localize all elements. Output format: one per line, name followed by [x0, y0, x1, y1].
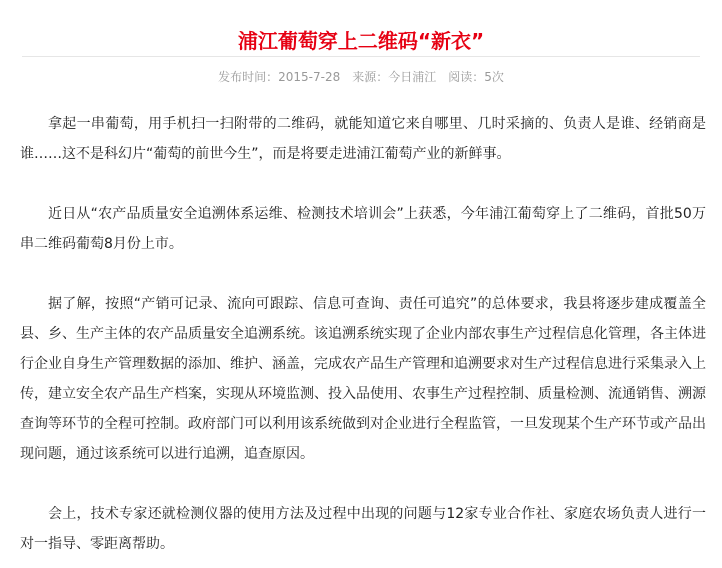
source-link[interactable]: 今日浦江: [388, 70, 437, 84]
paragraph-intro: 拿起一串葡萄，用手机扫一扫附带的二维码，就能知道它来自哪里、几时采摘的、负责人是谁、经销商是谁……这不是科幻片“葡萄的前世今生”，而是将要走进浦江葡萄产业的新鲜事。: [20, 116, 706, 162]
paragraph-training: 会上，技术专家还就检测仪器的使用方法及过程中出现的问题与12家专业合作社、家庭农场负责人进行一对一指导、零距离帮助。: [20, 506, 706, 552]
title-divider: [22, 56, 700, 57]
article-title: 浦江葡萄穿上二维码“新衣”: [237, 29, 485, 54]
article-body: [20, 109, 706, 559]
paragraph-announcement: 近日从“农产品质量安全追溯体系运维、检测技术培训会”上获悉，今年浦江葡萄穿上了二维码，首批50万串二维码葡萄8月份上市。: [20, 206, 706, 252]
read-count: 5次: [484, 70, 504, 84]
paragraph-details: 据了解，按照“产销可记录、流向可跟踪、信息可查询、责任可追究”的总体要求，我县将逐步建成覆盖全县、乡、生产主体的农产品质量安全追溯系统。该追溯系统实现了企业内部农事生产过程信息化管理，各主体进行企业自身生产管理数据的添加、维护、涵盖，完成农产品生产管理和追溯要求对生产过程信息进行采集录入上传，建立安全农产品生产档案，实现从环境监测、投入品使用、农事生产过程控制、质量检测、流通销售、溯源查询等环节的全程可控制。政府部门可以利用该系统做到对企业进行全程监管，一旦发现某个生产环节或产品出现问题，通过该系统可以进行追溯，追查原因。: [20, 296, 706, 462]
publish-date-label: 发布时间：: [218, 70, 279, 84]
publish-date: 2015-7-28: [278, 70, 341, 84]
source-label: 来源：: [352, 70, 389, 84]
read-count-label: 阅读：: [448, 70, 485, 84]
article-meta: [0, 68, 722, 86]
